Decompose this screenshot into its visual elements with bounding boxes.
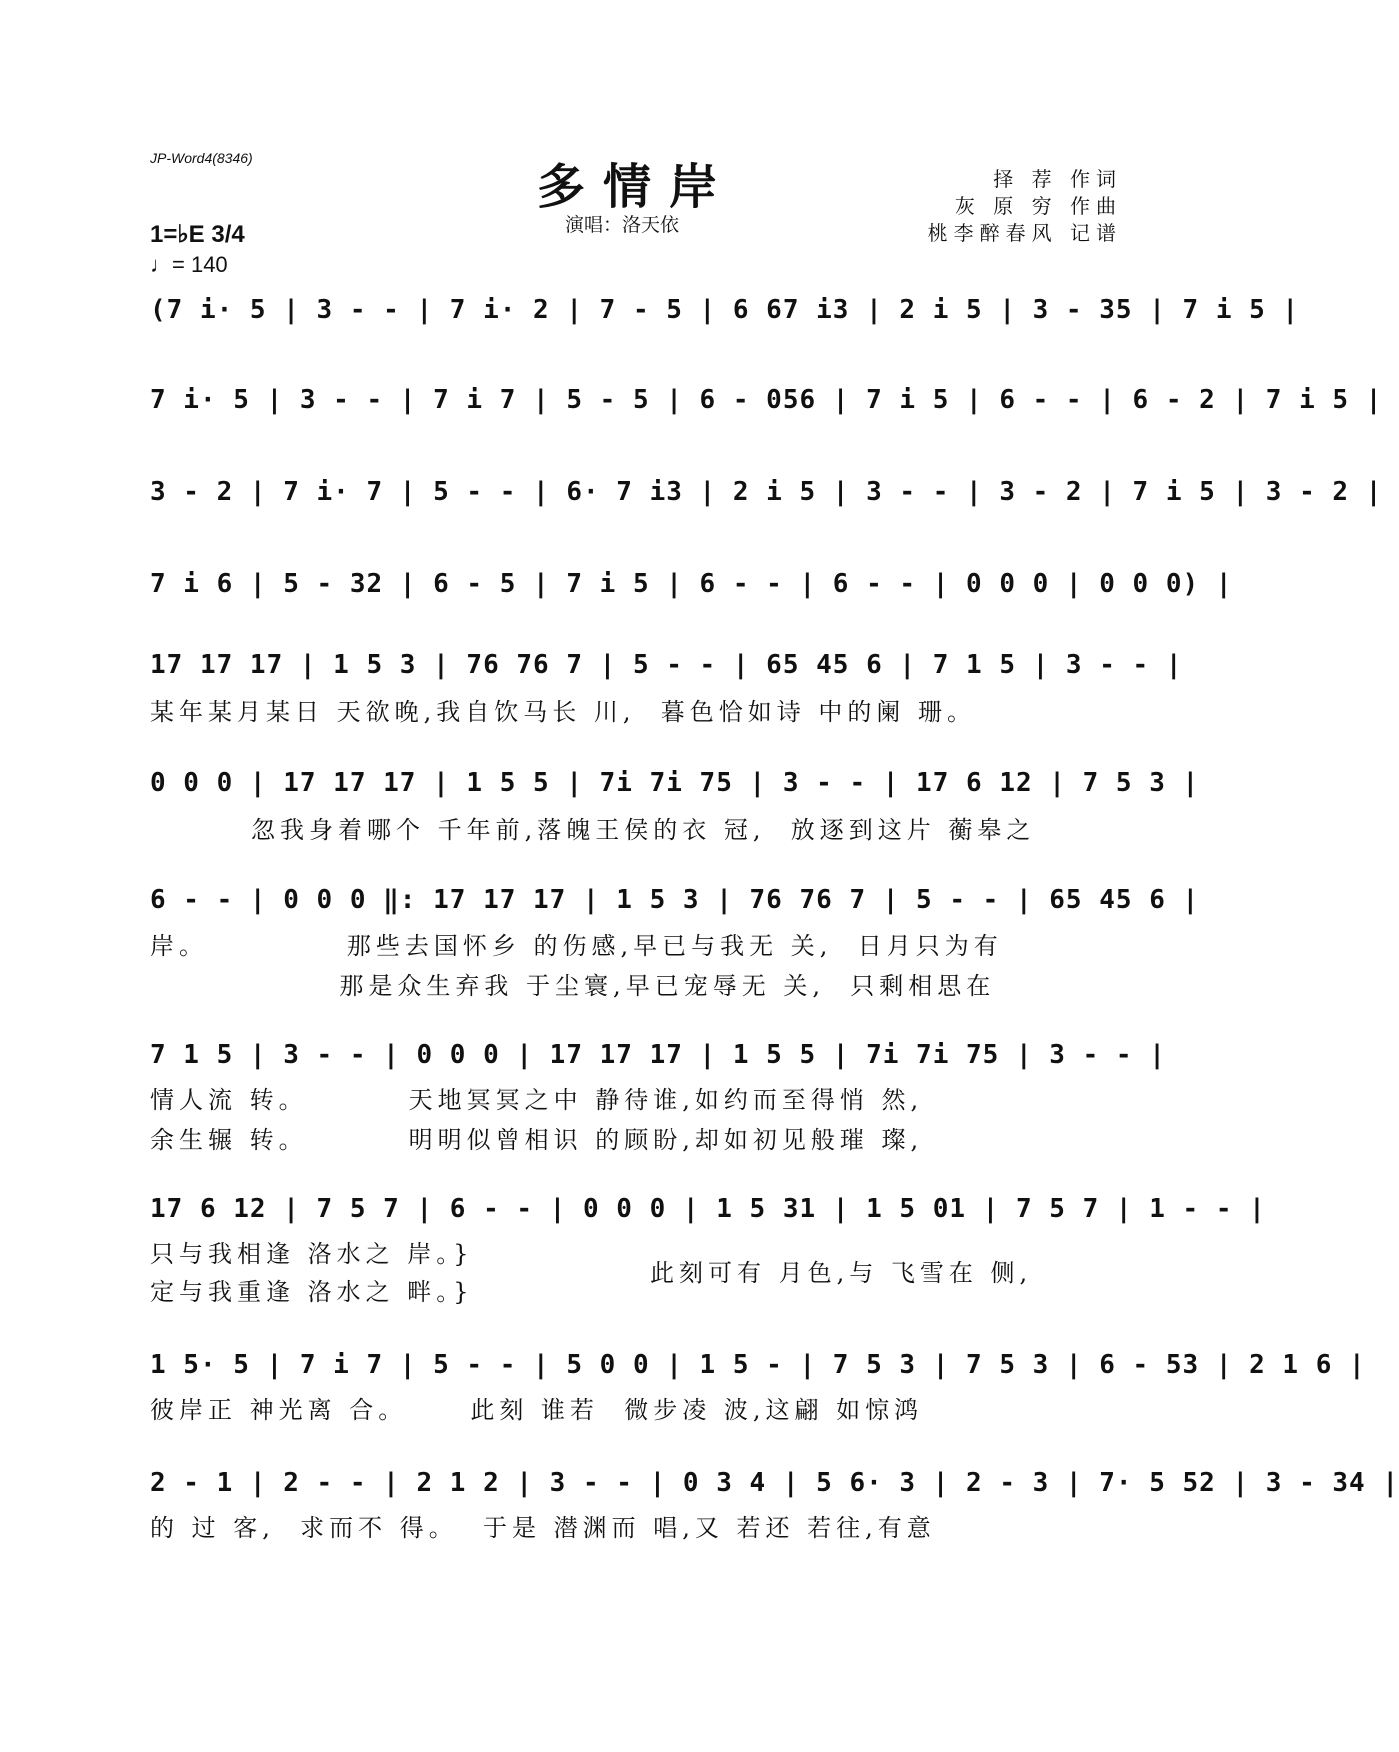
lyric-line-9b: 定与我重逢 洛水之 畔。} bbox=[150, 1278, 474, 1306]
singer-credit: 演唱：洛天依 bbox=[565, 214, 680, 236]
lyric-line-9a: 只与我相逢 洛水之 岸。} bbox=[150, 1240, 474, 1268]
score-line-6: 0 0 0 | 17 17 17 | 1 5 5 | 7i 7i 75 | 3 - - | 17 6 12 | 7 5 3 | bbox=[150, 768, 1200, 798]
lyric-line-5: 某年某月某日 天欲晚,我自饮马长 川, 暮色恰如诗 中的阑 珊。 bbox=[150, 698, 977, 726]
composer-credit: 灰 原 穷 作曲 bbox=[954, 194, 1122, 218]
lyric-line-7b: 那是众生弃我 于尘寰,早已宠辱无 关, 只剩相思在 bbox=[150, 972, 996, 1000]
lyric-line-8a: 情人流 转。 天地冥冥之中 静待谁,如约而至得悄 然, bbox=[150, 1086, 924, 1114]
tempo-marking: ♩= 140 bbox=[150, 252, 228, 277]
lyric-line-11: 的 过 客, 求而不 得。 于是 潜渊而 唱,又 若还 若往,有意 bbox=[150, 1514, 936, 1542]
lyric-line-10: 彼岸正 神光离 合。 此刻 谁若 微步凌 波,这翩 如惊鸿 bbox=[150, 1396, 924, 1424]
score-line-3: 3 - 2 | 7 i· 7 | 5 - - | 6· 7 i3 | 2 i 5 | 3 - - | 3 - 2 | 7 i 5 | 3 - 2 | bbox=[150, 477, 1383, 507]
lyric-line-9-right: 此刻可有 月色,与 飞雪在 侧, bbox=[650, 1259, 1033, 1287]
lyric-line-7a: 岸。 那些去国怀乡 的伤感,早已与我无 关, 日月只为有 bbox=[150, 932, 1003, 960]
score-line-1: (7 i· 5 | 3 - - | 7 i· 2 | 7 - 5 | 6 67 i3 | 2 i 5 | 3 - 35 | 7 i 5 | bbox=[150, 295, 1300, 325]
lyric-line-6: 忽我身着哪个 千年前,落魄王侯的衣 冠, 放逐到这片 蘅皋之 bbox=[150, 816, 1036, 844]
score-line-10: 1 5· 5 | 7 i 7 | 5 - - | 5 0 0 | 1 5 - | 7 5 3 | 7 5 3 | 6 - 53 | 2 1 6 | bbox=[150, 1350, 1366, 1380]
key-signature: 1=♭E 3/4 bbox=[150, 221, 245, 248]
lyric-line-8b: 余生辗 转。 明明似曾相识 的顾盼,却如初见般璀 璨, bbox=[150, 1126, 924, 1154]
transcriber-credit: 桃李醉春风 记谱 bbox=[927, 221, 1122, 245]
score-line-5: 17 17 17 | 1 5 3 | 76 76 7 | 5 - - | 65 45 6 | 7 1 5 | 3 - - | bbox=[150, 650, 1183, 680]
song-title: 多情岸 bbox=[536, 159, 735, 215]
score-line-9: 17 6 12 | 7 5 7 | 6 - - | 0 0 0 | 1 5 31 | 1 5 01 | 7 5 7 | 1 - - | bbox=[150, 1194, 1266, 1224]
score-line-2: 7 i· 5 | 3 - - | 7 i 7 | 5 - 5 | 6 - 056 | 7 i 5 | 6 - - | 6 - 2 | 7 i 5 | bbox=[150, 385, 1383, 415]
software-watermark: JP-Word4(8346) bbox=[150, 150, 253, 166]
score-line-8: 7 1 5 | 3 - - | 0 0 0 | 17 17 17 | 1 5 5 | 7i 7i 75 | 3 - - | bbox=[150, 1040, 1166, 1070]
score-line-4: 7 i 6 | 5 - 32 | 6 - 5 | 7 i 5 | 6 - - | 6 - - | 0 0 0 | 0 0 0) | bbox=[150, 569, 1233, 599]
score-line-7: 6 - - | 0 0 0 ‖: 17 17 17 | 1 5 3 | 76 76 7 | 5 - - | 65 45 6 | bbox=[150, 885, 1200, 915]
score-line-11: 2 - 1 | 2 - - | 2 1 2 | 3 - - | 0 3 4 | 5 6· 3 | 2 - 3 | 7· 5 52 | 3 - 34 | bbox=[150, 1468, 1399, 1498]
lyricist-credit: 择 荐 作词 bbox=[993, 167, 1122, 191]
